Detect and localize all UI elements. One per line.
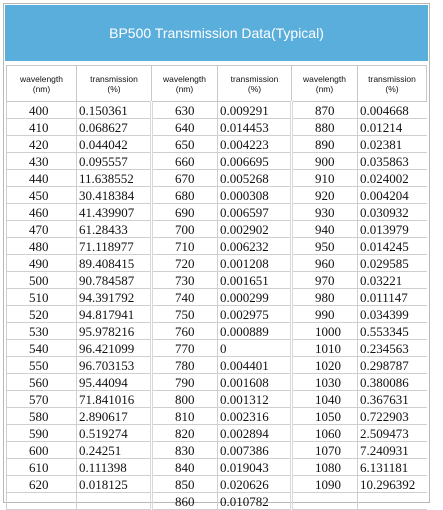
wavelength-cell: 630 — [152, 102, 218, 119]
transmission-cell: 0.005268 — [218, 170, 292, 187]
transmission-cell: 11.638552 — [77, 170, 152, 187]
transmission-cell: 10.296392 — [358, 476, 427, 493]
transmission-cell: 90.784587 — [77, 272, 152, 289]
header-unit: (%) — [107, 83, 121, 94]
wavelength-cell: 820 — [152, 425, 218, 442]
transmission-header — [218, 66, 292, 102]
wavelength-cell: 560 — [7, 374, 77, 391]
transmission-cell: 0.150361 — [77, 102, 152, 119]
header-text: transmission — [368, 73, 416, 84]
transmission-cell: 0.001608 — [218, 374, 292, 391]
transmission-cell: 0.000308 — [218, 187, 292, 204]
transmission-cell: 0.035863 — [358, 153, 427, 170]
table-body — [7, 102, 427, 510]
wavelength-cell: 1080 — [292, 459, 358, 476]
wavelength-cell: 1070 — [292, 442, 358, 459]
data-sheet-frame — [3, 3, 430, 509]
transmission-cell: 2.509473 — [358, 425, 427, 442]
transmission-cell: 0.009291 — [218, 102, 292, 119]
wavelength-header — [152, 66, 218, 102]
transmission-cell: 0.044042 — [77, 136, 152, 153]
table-row — [7, 408, 427, 425]
wavelength-cell: 680 — [152, 187, 218, 204]
wavelength-cell: 480 — [7, 238, 77, 255]
wavelength-cell: 720 — [152, 255, 218, 272]
header-text: wavelength — [162, 73, 206, 84]
transmission-cell: 0.018125 — [77, 476, 152, 493]
table-row — [7, 238, 427, 255]
wavelength-cell: 940 — [292, 221, 358, 238]
wavelength-cell: 860 — [152, 493, 218, 510]
transmission-cell: 0.01214 — [358, 119, 427, 136]
wavelength-cell: 540 — [7, 340, 77, 357]
wavelength-cell — [292, 493, 358, 510]
wavelength-cell: 950 — [292, 238, 358, 255]
transmission-cell: 71.118977 — [77, 238, 152, 255]
wavelength-cell: 890 — [292, 136, 358, 153]
transmission-cell: 0.722903 — [358, 408, 427, 425]
transmission-cell: 0.007386 — [218, 442, 292, 459]
header-unit: (nm) — [315, 83, 334, 94]
header-unit: (%) — [247, 83, 262, 94]
transmission-cell: 71.841016 — [77, 391, 152, 408]
wavelength-cell: 780 — [152, 357, 218, 374]
wavelength-cell: 670 — [152, 170, 218, 187]
transmission-cell: 0.019043 — [218, 459, 292, 476]
wavelength-cell: 520 — [7, 306, 77, 323]
wavelength-cell: 570 — [7, 391, 77, 408]
wavelength-cell: 930 — [292, 204, 358, 221]
transmission-cell: 0.002316 — [218, 408, 292, 425]
transmission-cell: 0.000889 — [218, 323, 292, 340]
wavelength-cell: 770 — [152, 340, 218, 357]
transmission-cell: 2.890617 — [77, 408, 152, 425]
wavelength-cell: 750 — [152, 306, 218, 323]
transmission-cell: 96.421099 — [77, 340, 152, 357]
wavelength-cell: 980 — [292, 289, 358, 306]
header-row — [7, 66, 427, 102]
wavelength-cell: 790 — [152, 374, 218, 391]
table-row — [7, 340, 427, 357]
wavelength-cell: 650 — [152, 136, 218, 153]
transmission-cell: 61.28433 — [77, 221, 152, 238]
wavelength-cell: 730 — [152, 272, 218, 289]
transmission-cell: 0.004668 — [358, 102, 427, 119]
transmission-cell: 0.002975 — [218, 306, 292, 323]
transmission-cell: 0.014245 — [358, 238, 427, 255]
table-row — [7, 306, 427, 323]
wavelength-cell: 800 — [152, 391, 218, 408]
table-title: BP500 Transmission Data(Typical) — [5, 5, 428, 61]
wavelength-cell: 530 — [7, 323, 77, 340]
wavelength-cell: 970 — [292, 272, 358, 289]
transmission-cell: 6.131181 — [358, 459, 427, 476]
transmission-cell: 0.029585 — [358, 255, 427, 272]
transmission-cell: 0.024002 — [358, 170, 427, 187]
header-unit: (nm) — [175, 83, 194, 94]
wavelength-cell: 690 — [152, 204, 218, 221]
table-row — [7, 323, 427, 340]
table-row — [7, 272, 427, 289]
table-row — [7, 221, 427, 238]
transmission-cell: 0.234563 — [358, 340, 427, 357]
table-row — [7, 119, 427, 136]
table-row — [7, 187, 427, 204]
transmission-cell: 0.000299 — [218, 289, 292, 306]
wavelength-cell: 920 — [292, 187, 358, 204]
header-text: wavelength — [19, 73, 63, 84]
table-row — [7, 442, 427, 459]
header-unit: (%) — [385, 83, 399, 94]
wavelength-cell: 490 — [7, 255, 77, 272]
wavelength-cell: 830 — [152, 442, 218, 459]
wavelength-cell: 740 — [152, 289, 218, 306]
wavelength-cell: 510 — [7, 289, 77, 306]
transmission-cell: 0.02381 — [358, 136, 427, 153]
wavelength-cell: 660 — [152, 153, 218, 170]
wavelength-cell: 640 — [152, 119, 218, 136]
wavelength-cell: 850 — [152, 476, 218, 493]
wavelength-cell: 470 — [7, 221, 77, 238]
wavelength-cell: 580 — [7, 408, 77, 425]
transmission-cell: 94.391792 — [77, 289, 152, 306]
transmission-cell: 0.111398 — [77, 459, 152, 476]
header-text: transmission — [230, 73, 279, 84]
transmission-cell: 0.004401 — [218, 357, 292, 374]
wavelength-header — [292, 66, 358, 102]
wavelength-cell: 1020 — [292, 357, 358, 374]
table-row — [7, 102, 427, 119]
transmission-cell: 0.013979 — [358, 221, 427, 238]
wavelength-cell: 1000 — [292, 323, 358, 340]
transmission-cell: 0.002894 — [218, 425, 292, 442]
wavelength-cell: 550 — [7, 357, 77, 374]
table-row — [7, 425, 427, 442]
wavelength-cell: 880 — [292, 119, 358, 136]
transmission-cell: 0.380086 — [358, 374, 427, 391]
wavelength-cell: 430 — [7, 153, 77, 170]
transmission-cell: 0.004204 — [358, 187, 427, 204]
table-row — [7, 289, 427, 306]
table-row — [7, 493, 427, 510]
transmission-cell — [77, 493, 152, 510]
table-row — [7, 357, 427, 374]
wavelength-cell: 600 — [7, 442, 77, 459]
table-row — [7, 391, 427, 408]
wavelength-cell: 990 — [292, 306, 358, 323]
transmission-cell: 30.418384 — [77, 187, 152, 204]
wavelength-cell: 1040 — [292, 391, 358, 408]
transmission-cell: 0.367631 — [358, 391, 427, 408]
transmission-table — [6, 65, 427, 510]
wavelength-cell: 1030 — [292, 374, 358, 391]
transmission-cell: 0.001651 — [218, 272, 292, 289]
transmission-cell: 0.011147 — [358, 289, 427, 306]
transmission-cell: 0.095557 — [77, 153, 152, 170]
transmission-cell: 0.020626 — [218, 476, 292, 493]
transmission-cell: 0.014453 — [218, 119, 292, 136]
transmission-cell: 95.978216 — [77, 323, 152, 340]
transmission-cell: 0.010782 — [218, 493, 292, 510]
wavelength-cell: 900 — [292, 153, 358, 170]
transmission-cell: 0.001208 — [218, 255, 292, 272]
table-row — [7, 459, 427, 476]
transmission-cell: 0.006232 — [218, 238, 292, 255]
table-row — [7, 136, 427, 153]
transmission-cell: 0.03221 — [358, 272, 427, 289]
wavelength-cell: 1050 — [292, 408, 358, 425]
wavelength-cell: 620 — [7, 476, 77, 493]
transmission-cell: 0.004223 — [218, 136, 292, 153]
transmission-cell — [358, 493, 427, 510]
wavelength-cell: 710 — [152, 238, 218, 255]
wavelength-cell — [7, 493, 77, 510]
header-text: transmission — [90, 73, 138, 84]
wavelength-cell: 1010 — [292, 340, 358, 357]
transmission-cell: 0.068627 — [77, 119, 152, 136]
table-row — [7, 170, 427, 187]
header-unit: (nm) — [32, 83, 51, 94]
transmission-cell: 0.002902 — [218, 221, 292, 238]
wavelength-header — [7, 66, 77, 102]
table-row — [7, 204, 427, 221]
transmission-cell: 0.298787 — [358, 357, 427, 374]
wavelength-cell: 840 — [152, 459, 218, 476]
wavelength-cell: 420 — [7, 136, 77, 153]
wavelength-cell: 960 — [292, 255, 358, 272]
table-row — [7, 255, 427, 272]
wavelength-cell: 870 — [292, 102, 358, 119]
transmission-cell: 41.439907 — [77, 204, 152, 221]
table-row — [7, 153, 427, 170]
transmission-cell: 94.817941 — [77, 306, 152, 323]
wavelength-cell: 410 — [7, 119, 77, 136]
wavelength-cell: 1060 — [292, 425, 358, 442]
wavelength-cell: 760 — [152, 323, 218, 340]
transmission-header — [358, 66, 427, 102]
transmission-cell: 0.553345 — [358, 323, 427, 340]
table-row — [7, 476, 427, 493]
transmission-cell: 0.519274 — [77, 425, 152, 442]
wavelength-cell: 460 — [7, 204, 77, 221]
transmission-cell: 0.030932 — [358, 204, 427, 221]
transmission-cell: 89.408415 — [77, 255, 152, 272]
transmission-cell: 0 — [218, 340, 292, 357]
transmission-cell: 0.24251 — [77, 442, 152, 459]
wavelength-cell: 910 — [292, 170, 358, 187]
transmission-cell: 7.240931 — [358, 442, 427, 459]
transmission-cell: 95.44094 — [77, 374, 152, 391]
transmission-header — [77, 66, 152, 102]
transmission-cell: 0.034399 — [358, 306, 427, 323]
table-row — [7, 374, 427, 391]
wavelength-cell: 700 — [152, 221, 218, 238]
wavelength-cell: 590 — [7, 425, 77, 442]
wavelength-cell: 450 — [7, 187, 77, 204]
wavelength-cell: 500 — [7, 272, 77, 289]
wavelength-cell: 440 — [7, 170, 77, 187]
transmission-cell: 96.703153 — [77, 357, 152, 374]
wavelength-cell: 1090 — [292, 476, 358, 493]
wavelength-cell: 400 — [7, 102, 77, 119]
transmission-cell: 0.006597 — [218, 204, 292, 221]
transmission-cell: 0.001312 — [218, 391, 292, 408]
wavelength-cell: 610 — [7, 459, 77, 476]
header-text: wavelength — [302, 73, 346, 84]
transmission-cell: 0.006695 — [218, 153, 292, 170]
wavelength-cell: 810 — [152, 408, 218, 425]
